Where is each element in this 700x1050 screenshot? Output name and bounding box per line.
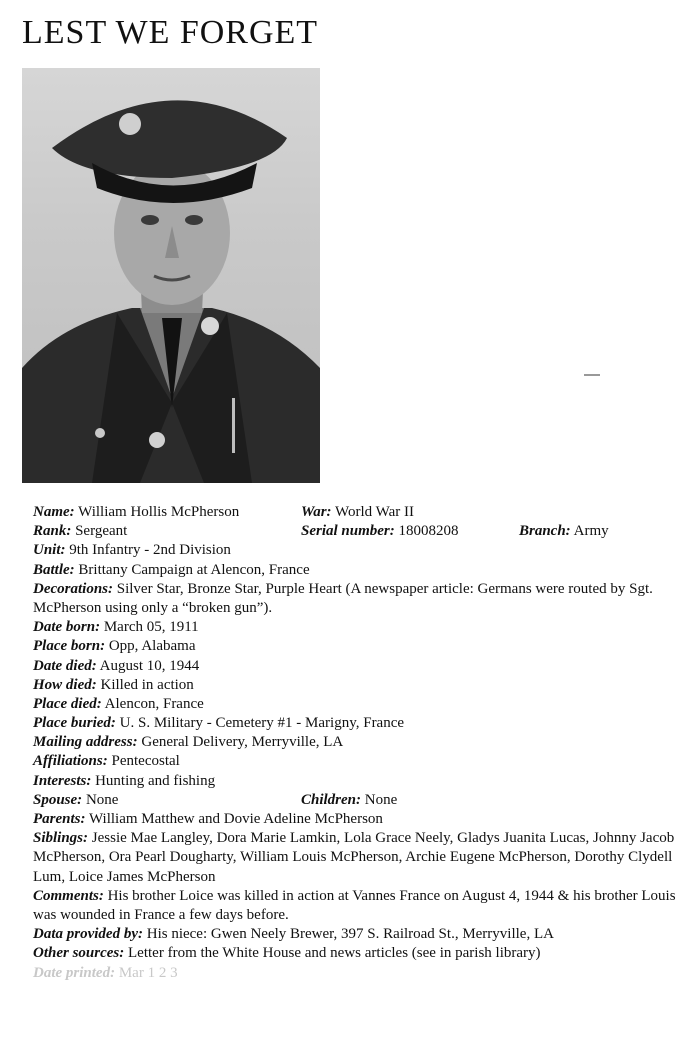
battle-label: Battle: bbox=[33, 561, 75, 578]
portrait-illustration bbox=[22, 68, 320, 483]
spouse-label: Spouse: bbox=[33, 791, 83, 808]
date-died-value: August 10, 1944 bbox=[99, 657, 200, 674]
siblings-value: Jessie Mae Langley, Dora Marie Lamkin, Lola Grace Neely, Gladys Juanita Lucas, Johnny Jacob McPherson, Ora Pearl Dougharty, William Louis McPherson, Archie Eugene McPherson, Dorothy Clydell Lum, Loice James McPherson bbox=[33, 830, 675, 885]
comments-value: His brother Loice was killed in action at Vannes France on August 4, 1944 & his brother Louis was wounded in France a few days before. bbox=[33, 887, 676, 924]
row-date-printed bbox=[33, 964, 693, 983]
parents-label: Parents: bbox=[33, 811, 86, 828]
row-date-born bbox=[33, 618, 693, 637]
date-born-value: March 05, 1911 bbox=[103, 619, 199, 636]
siblings-label: Siblings: bbox=[33, 830, 89, 847]
row-date-died bbox=[33, 657, 693, 676]
speck bbox=[584, 374, 600, 376]
unit-label: Unit: bbox=[33, 542, 66, 559]
row-other-sources bbox=[33, 944, 693, 963]
place-died-value: Alencon, France bbox=[104, 695, 204, 712]
interests-label: Interests: bbox=[33, 772, 92, 789]
children-label: Children: bbox=[301, 791, 362, 808]
branch-label: Branch: bbox=[519, 523, 571, 540]
date-born-label: Date born: bbox=[33, 619, 101, 636]
serial-label: Serial number: bbox=[301, 523, 395, 540]
rank-label: Rank: bbox=[33, 523, 72, 540]
decorations-value: Silver Star, Bronze Star, Purple Heart (A newspaper article: Germans were routed by Sgt. McPherson using only a “broken gun”). bbox=[33, 580, 653, 616]
children-value: None bbox=[364, 791, 398, 808]
interests-value: Hunting and fishing bbox=[95, 772, 216, 789]
row-unit bbox=[33, 541, 693, 560]
service-record bbox=[33, 503, 693, 983]
row-battle bbox=[33, 561, 693, 580]
battle-value: Brittany Campaign at Alencon, France bbox=[78, 561, 310, 578]
how-died-value: Killed in action bbox=[100, 676, 194, 693]
row-mailing-address bbox=[33, 733, 693, 752]
printed-value: Mar 1 2 3 bbox=[118, 964, 178, 981]
row-affiliations bbox=[33, 752, 693, 771]
place-buried-label: Place buried: bbox=[33, 715, 116, 732]
comments-label: Comments: bbox=[33, 887, 104, 904]
soldier-portrait-photo bbox=[22, 68, 320, 483]
war-value: World War II bbox=[335, 504, 414, 520]
rank-value: Sergeant bbox=[75, 523, 128, 540]
row-name bbox=[33, 503, 693, 522]
decorations-label: Decorations: bbox=[33, 580, 113, 597]
mailing-label: Mailing address: bbox=[33, 734, 138, 751]
row-rank bbox=[33, 522, 693, 541]
spouse-value: None bbox=[85, 791, 119, 808]
parents-value: William Matthew and Dovie Adeline McPherson bbox=[88, 811, 383, 828]
row-spouse bbox=[33, 791, 693, 810]
row-how-died bbox=[33, 676, 693, 695]
how-died-label: How died: bbox=[33, 676, 97, 693]
branch-value: Army bbox=[573, 523, 609, 540]
place-born-label: Place born: bbox=[33, 638, 106, 655]
place-died-label: Place died: bbox=[33, 695, 102, 712]
row-place-died bbox=[33, 695, 693, 714]
affiliations-value: Pentecostal bbox=[111, 753, 180, 770]
date-died-label: Date died: bbox=[33, 657, 97, 674]
row-place-born bbox=[33, 637, 693, 656]
mailing-value: General Delivery, Merryville, LA bbox=[141, 734, 344, 751]
row-decorations bbox=[33, 580, 693, 618]
row-data-provided bbox=[33, 925, 693, 944]
serial-value: 18008208 bbox=[398, 523, 459, 540]
provided-value: His niece: Gwen Neely Brewer, 397 S. Railroad St., Merryville, LA bbox=[146, 926, 554, 943]
sources-value: Letter from the White House and news articles (see in parish library) bbox=[128, 945, 541, 962]
page-title: LEST WE FORGET bbox=[22, 14, 319, 51]
name-label: Name: bbox=[33, 504, 75, 520]
row-comments bbox=[33, 887, 693, 925]
affiliations-label: Affiliations: bbox=[33, 753, 108, 770]
printed-label: Date printed: bbox=[33, 964, 116, 981]
place-born-value: Opp, Alabama bbox=[108, 638, 196, 655]
war-label: War: bbox=[301, 504, 332, 520]
unit-value: 9th Infantry - 2nd Division bbox=[69, 542, 231, 559]
row-place-buried bbox=[33, 714, 693, 733]
name-value: William Hollis McPherson bbox=[78, 504, 240, 520]
row-siblings bbox=[33, 829, 693, 887]
place-buried-value: U. S. Military - Cemetery #1 - Marigny, France bbox=[119, 715, 405, 732]
row-interests bbox=[33, 772, 693, 791]
provided-label: Data provided by: bbox=[33, 926, 143, 943]
row-parents bbox=[33, 810, 693, 829]
sources-label: Other sources: bbox=[33, 945, 125, 962]
